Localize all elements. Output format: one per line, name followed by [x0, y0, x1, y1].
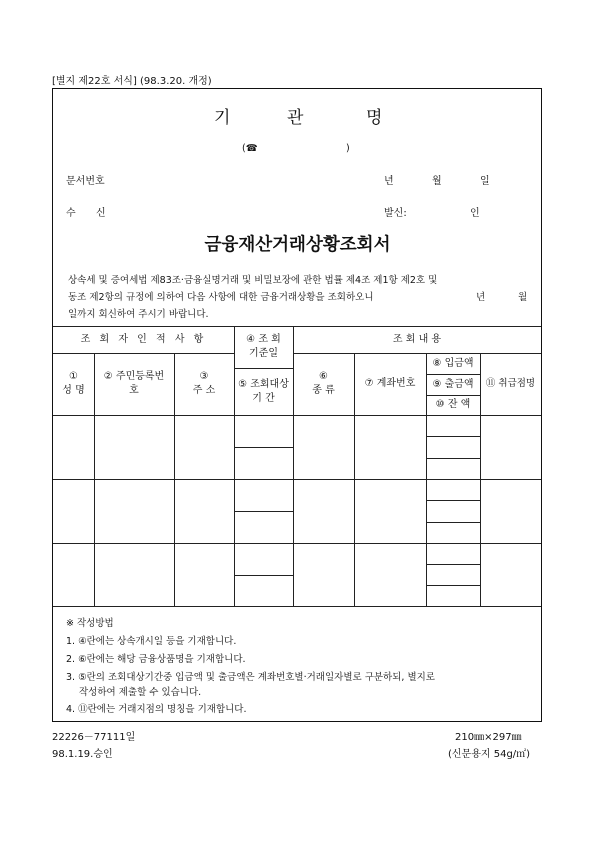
header-branch-name: ⑪ 취급점명 [485, 378, 536, 389]
recipient-label-1: 수 [66, 208, 76, 219]
header-inquiry-content: 조 회 내 용 [392, 333, 442, 345]
header-type: ⑥ 종 류 [312, 371, 335, 396]
header-inquiry-period: ⑤ 조회대상 기 간 [238, 378, 289, 404]
form-number-note: [별지 제22호 서식] (98.3.20. 개정) [52, 76, 212, 87]
header-balance: ⑩ 잔 액 [435, 399, 471, 410]
instruction-item-3a: 3. ⑤란의 조회대상기간중 입금액 및 출금액은 계좌번호별·거래일자별로 구분하되, 별지로 [66, 672, 435, 683]
header-person-info: 조 회 자 인 적 사 항 [80, 333, 207, 345]
header-inquiry-date: ④ 조 회 기준일 [246, 334, 281, 359]
phone-open: (☎ [242, 143, 258, 154]
date-month-label: 월 [432, 176, 442, 187]
org-name-char-3: 명 [366, 108, 383, 128]
header-address: ③ 주 소 [192, 371, 216, 396]
seal-mark: 인 [470, 208, 480, 219]
body-year: 년 [476, 292, 486, 303]
header-deposit: ⑧ 입금액 [432, 357, 474, 369]
instruction-item-3b: 작성하여 제출할 수 있습니다. [79, 687, 202, 698]
document-number-label: 문서번호 [66, 176, 105, 187]
form-code: 22226－77111일 [52, 732, 136, 743]
body-line-2: 동조 제2항의 규정에 의하여 다음 사항에 대한 금융거래상황을 조회하오니 [68, 292, 374, 303]
header-resident-number: ② 주민등록번 호 [103, 371, 165, 396]
body-line-3: 일까지 회신하여 주시기 바랍니다. [68, 309, 209, 320]
instruction-item-1: 1. ④란에는 상속개시일 등을 기재합니다. [66, 636, 237, 647]
instruction-item-2: 2. ⑥란에는 해당 금융상품명을 기재합니다. [66, 654, 246, 665]
org-name-char-1: 기 [214, 108, 231, 128]
header-withdrawal: ⑨ 출금액 [432, 378, 474, 390]
instruction-item-4: 4. ⑪란에는 거래지점의 명칭을 기재합니다. [66, 704, 247, 715]
header-name: ① 성 명 [62, 371, 85, 396]
body-month: 월 [518, 292, 528, 303]
sender-label: 발신: [384, 208, 407, 219]
paper-size: 210㎜×297㎜ [455, 732, 522, 743]
recipient-label-2: 신 [96, 208, 106, 219]
header-account-number: ⑦ 계좌번호 [364, 378, 416, 389]
date-year-label: 년 [384, 176, 394, 187]
paper-type: (신문용지 54g/㎡) [448, 749, 531, 760]
approval-date: 98.1.19.승인 [52, 749, 113, 760]
instructions-heading: ※ 작성방법 [66, 618, 114, 629]
document-title: 금융재산거래상황조회서 [204, 235, 391, 255]
phone-close: ) [346, 143, 350, 154]
org-name-char-2: 관 [287, 108, 304, 128]
date-day-label: 일 [480, 176, 490, 187]
body-line-1: 상속세 및 증여세법 제83조·금융실명거래 및 비밀보장에 관한 법률 제4조 제1항 제2호 및 [68, 275, 438, 286]
